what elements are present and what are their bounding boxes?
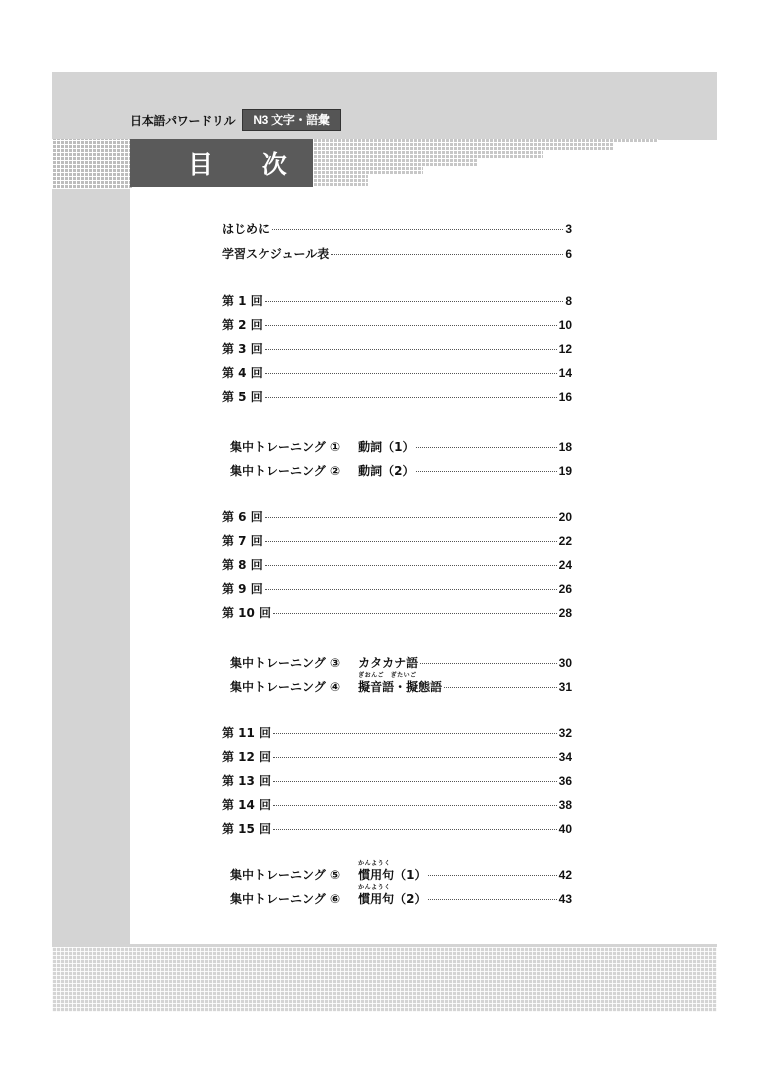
- toc-page: 30: [558, 656, 572, 670]
- leader-dots: [273, 757, 557, 758]
- leader-dots: [265, 589, 557, 590]
- toc-row[interactable]: [222, 556, 572, 576]
- toc-page: 42: [558, 868, 572, 882]
- toc-row[interactable]: [222, 672, 572, 698]
- toc-page: 43: [558, 892, 572, 906]
- toc-page: 20: [558, 510, 572, 524]
- toc-label: 第 3 回: [222, 342, 263, 356]
- leader-dots: [265, 541, 557, 542]
- toc-row[interactable]: [222, 462, 572, 482]
- toc-subtitle: 擬音語・擬態語: [358, 680, 443, 694]
- toc-label: 第 10 回: [222, 606, 272, 620]
- toc-label: 集中トレーニング ④: [230, 680, 341, 694]
- toc-label: 学習スケジュール表: [222, 247, 330, 261]
- toc-label: 第 11 回: [222, 726, 272, 740]
- toc-subtitle: 動詞（2）: [358, 464, 415, 478]
- leader-dots: [331, 254, 563, 255]
- toc-subtitle-with-ruby: [358, 672, 443, 695]
- toc-label: 集中トレーニング ②: [230, 464, 341, 478]
- leader-dots: [273, 613, 557, 614]
- leader-dots: [416, 447, 556, 448]
- leader-dots: [416, 471, 556, 472]
- leader-dots: [272, 229, 563, 230]
- leader-dots: [265, 373, 557, 374]
- toc-page: 38: [558, 798, 572, 812]
- toc-page: 12: [558, 342, 572, 356]
- toc-row[interactable]: [222, 316, 572, 336]
- leader-dots: [265, 517, 557, 518]
- toc-label: 第 1 回: [222, 294, 263, 308]
- toc-row[interactable]: [222, 748, 572, 768]
- leader-dots: [428, 875, 556, 876]
- toc-subtitle: 慣用句（1）: [358, 868, 427, 882]
- toc-row[interactable]: [222, 772, 572, 792]
- book-title: 日本語パワードリル: [130, 113, 236, 128]
- toc-page: 24: [558, 558, 572, 572]
- bottom-gray-band: [52, 932, 717, 1012]
- toc-row[interactable]: [222, 860, 572, 886]
- toc-row[interactable]: [222, 388, 572, 408]
- toc-subtitle: カタカナ語: [358, 656, 419, 670]
- toc-label: 第 7 回: [222, 534, 263, 548]
- toc-label: 第 4 回: [222, 366, 263, 380]
- toc-label: 第 2 回: [222, 318, 263, 332]
- toc-label: 集中トレーニング ①: [230, 440, 341, 454]
- ruby-reading: かんようく: [358, 860, 391, 867]
- toc-row[interactable]: [222, 580, 572, 600]
- toc-page: 28: [558, 606, 572, 620]
- leader-dots: [273, 733, 557, 734]
- toc-label: 第 13 回: [222, 774, 272, 788]
- toc-page: 6: [565, 247, 572, 261]
- book-header: [130, 110, 341, 130]
- leader-dots: [428, 899, 556, 900]
- toc-label: 第 8 回: [222, 558, 263, 572]
- toc-page: 32: [558, 726, 572, 740]
- toc-row[interactable]: [222, 245, 572, 265]
- toc-row[interactable]: [222, 508, 572, 528]
- leader-dots: [273, 829, 557, 830]
- ruby-reading: かんようく: [358, 884, 391, 891]
- toc-label: 第 14 回: [222, 798, 272, 812]
- toc-row[interactable]: [222, 292, 572, 312]
- toc-row[interactable]: [222, 796, 572, 816]
- toc-page: 26: [558, 582, 572, 596]
- toc-row[interactable]: [222, 438, 572, 458]
- toc-label: 第 9 回: [222, 582, 263, 596]
- leader-dots: [265, 325, 557, 326]
- toc-row[interactable]: [222, 884, 572, 910]
- toc-page: 16: [558, 390, 572, 404]
- leader-dots: [265, 397, 557, 398]
- leader-dots: [265, 565, 557, 566]
- leader-dots: [265, 349, 557, 350]
- toc-row[interactable]: [222, 364, 572, 384]
- toc-label: 集中トレーニング ③: [230, 656, 341, 670]
- toc-row[interactable]: [222, 820, 572, 840]
- toc-label: 第 6 回: [222, 510, 263, 524]
- toc-subtitle-with-ruby: [358, 884, 427, 907]
- toc-label: 第 15 回: [222, 822, 272, 836]
- toc-label: はじめに: [222, 222, 271, 236]
- toc-page: 22: [558, 534, 572, 548]
- toc-row[interactable]: [222, 724, 572, 744]
- toc-label: 集中トレーニング ⑤: [230, 868, 341, 882]
- ruby-reading: ぎおんご ぎたいご: [358, 672, 417, 679]
- toc-page: 34: [558, 750, 572, 764]
- toc-subtitle-with-ruby: [358, 860, 427, 883]
- level-badge: N3 文字・語彙: [242, 109, 340, 131]
- toc-page: 40: [558, 822, 572, 836]
- toc-row[interactable]: [222, 340, 572, 360]
- toc-row[interactable]: [222, 220, 572, 240]
- toc-page: 18: [558, 440, 572, 454]
- leader-dots: [273, 805, 557, 806]
- page-title-box: [130, 139, 313, 187]
- toc-label: 第 5 回: [222, 390, 263, 404]
- toc-page: 8: [565, 294, 572, 308]
- leader-dots: [444, 687, 557, 688]
- left-gray-band: [52, 72, 130, 1012]
- leader-dots: [420, 663, 557, 664]
- toc-page: 36: [558, 774, 572, 788]
- leader-dots: [265, 301, 564, 302]
- toc-row[interactable]: [222, 604, 572, 624]
- toc-label: 集中トレーニング ⑥: [230, 892, 341, 906]
- toc-label: 第 12 回: [222, 750, 272, 764]
- toc-subtitle: 動詞（1）: [358, 440, 415, 454]
- left-grid-pattern: [52, 139, 132, 189]
- toc-row[interactable]: [222, 532, 572, 552]
- toc-subtitle: 慣用句（2）: [358, 892, 427, 906]
- toc-page: 31: [558, 680, 572, 694]
- page-title: 目 次: [188, 150, 307, 179]
- toc-page: 14: [558, 366, 572, 380]
- leader-dots: [273, 781, 557, 782]
- toc-page: 10: [558, 318, 572, 332]
- toc-page: 3: [565, 222, 572, 236]
- toc-page: 19: [558, 464, 572, 478]
